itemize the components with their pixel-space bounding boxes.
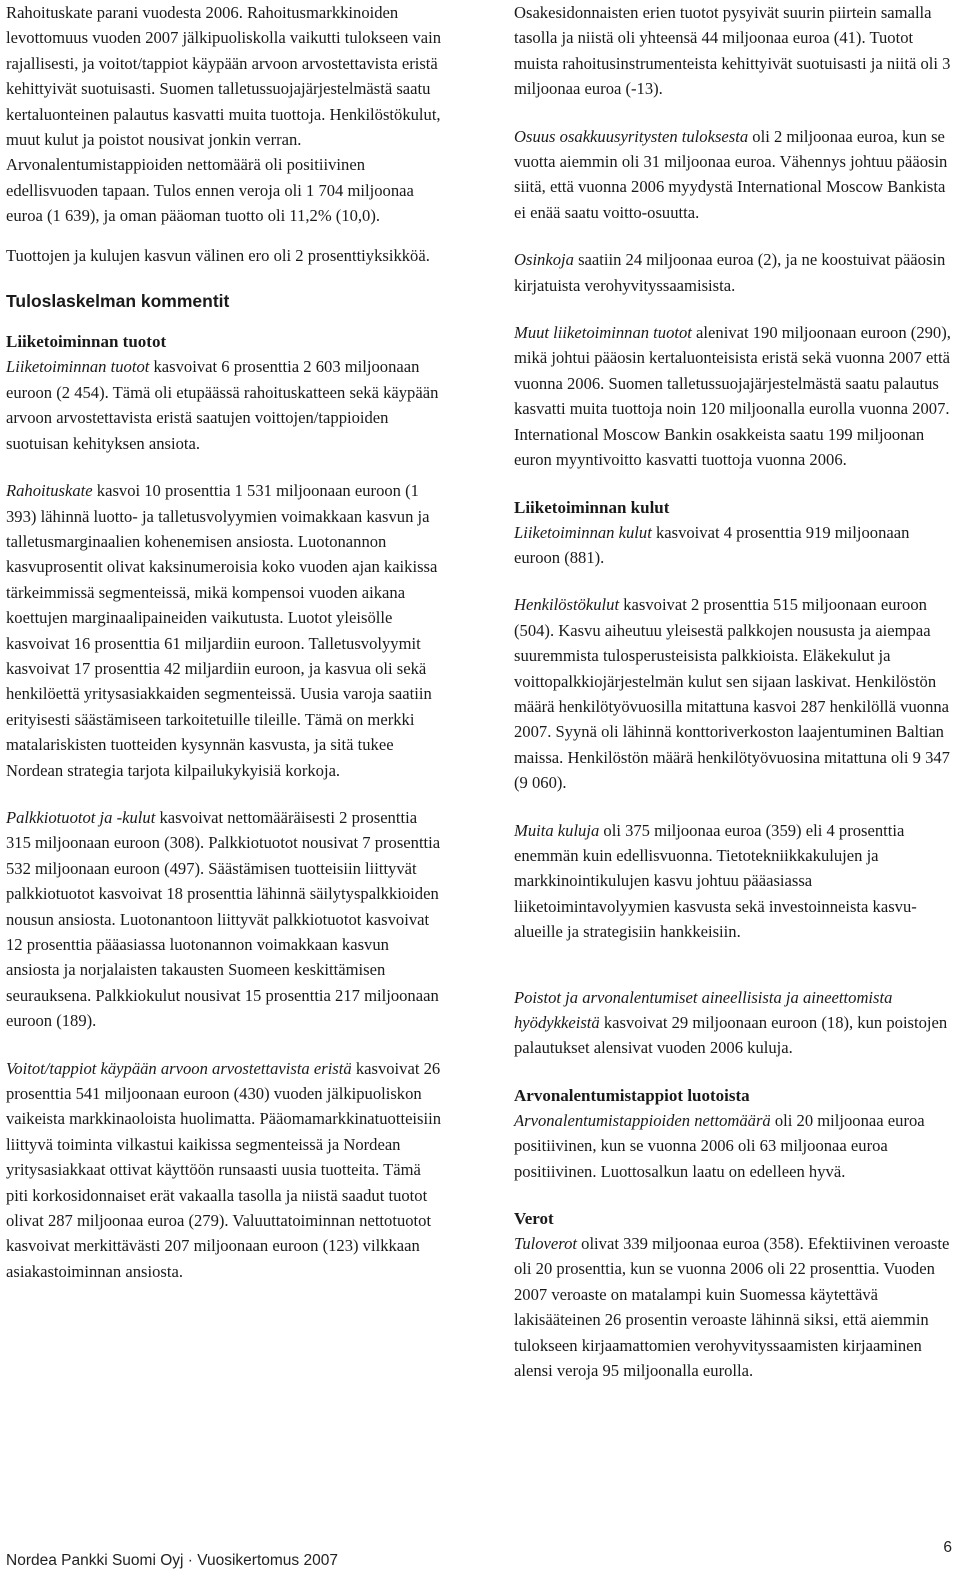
term-fair-value: Voitot/tappiot käypään arvoon arvostettavista eristä [6,1058,352,1078]
term-other-income: Muut liiketoiminnan tuotot [514,323,692,343]
commission-paragraph: Palkkiotuotot ja -kulut kasvoivat nettomääräisesti 2 prosenttia 315 miljoonaan euroon (308). Palkkiotuotot nousivat 7 prosenttia 532 miljoonaan euroon (497). Säästämisen tuotteisiin liittyvät palkkiotuotot kasvoivat 18 prosenttia lähinnä säilytyspalkkioiden nousun ansiosta. Luotonantoon liittyvät palkkiotuotot kasvoivat 12 prosenttia pääasiassa luotonannon voimakkaan kasvun ansiosta ja norjalaisten takausten Suomeen keskittämisen seurauksena. Palkkiokulut nousivat 15 prosenttia 217 miljoonaan euroon (189). [6,807,441,1031]
right-column [514,0,954,1383]
subheading-loan-losses: Arvonalentumistappiot luotoista [514,1085,750,1105]
subheading-operating-income: Liiketoiminnan tuotot [6,332,167,352]
section-title: Tuloslaskelman kommentit [6,291,230,312]
intro-paragraph: Rahoituskate parani vuodesta 2006. Rahoitusmarkkinoiden levottomuus vuoden 2007 jälkipuoliskolla vaikutti tulokseen vain rajallisesti, ja voitot/tappiot käypään arvoon arvostettavista eristä kehittyivät suotuisasti. Suomen talletussuojajärjestelmästä saatu kertaluonteinen palautus kasvatti muita tuottoja. Henkilöstökulut, muut kulut ja poistot nousivat jonkin verran. Arvonalentumistappioiden nettomäärä oli positiivinen edellisvuoden tapaan. Tulos ennen veroja oli 1 704 miljoonaa euroa (1 639), ja oman pääoman tuotto oli 11,2% (10,0). [6,3,442,226]
term-net-interest: Rahoituskate [6,481,93,501]
net-interest-paragraph: Rahoituskate kasvoi 10 prosenttia 1 531 miljoonaan euroon (1 393) lähinnä luotto- ja talletusvolyymien voimakkaan kasvun ja talletusmarginaalien kohenemisen ansiosta. Luotonannon kasvuprosentit olivat kaksinumeroisia koko vuoden ajan kaikissa tärkeimmissä segmenteissä, mikä kompensoi vuoden aikana koettujen marginaalipaineiden vaikutusta. Luotot yleisölle kasvoivat 16 prosenttia 61 miljardiin euroon. Talletusvolyymit kasvoivat 17 prosenttia 42 miljardiin euroon, ja kasvua oli sekä henkilöettä yritysasiakkaiden segmenteissä. Uusia varoja saatiin erityisesti säästämiseen tarkoitetuille tileille. Tämä on merkki matalariskisten tuotteiden kysynnän kasvusta, ja sitä tukee Nordean strategia tarjota kilpailukykyisiä korkoja. [6,481,438,780]
term-other-expenses: Muita kuluja [514,820,600,840]
page-number: 6 [943,1539,952,1556]
term-commission: Palkkiotuotot ja -kulut [6,807,156,827]
growth-gap-paragraph: Tuottojen ja kulujen kasvun välinen ero oli 2 prosenttiyksikköä. [6,245,430,265]
operating-expenses-paragraph: Liiketoiminnan kulut kasvoivat 4 prosenttia 919 miljoonaan euroon (881). [514,522,910,567]
term-associates: Osuus osakkuusyritysten tuloksesta [514,126,749,146]
term-depreciation: Poistot ja arvonalentumiset aineellisista ja aineettomista hyödykkeistä [514,987,893,1032]
other-expenses-paragraph: Muita kuluja oli 375 miljoonaa euroa (359) eli 4 prosenttia enemmän kuin edellisvuonna. Tietotekniikkakulujen ja markkinointikulujen kasvu johtuu pääasiassa liiketoimintavolyymien kasvusta sekä investoinneista kasvu-alueille ja strategisiin hankkeisiin. [514,820,917,942]
term-operating-expenses: Liiketoiminnan kulut [514,522,652,542]
fair-value-paragraph: Voitot/tappiot käypään arvoon arvostettavista eristä kasvoivat 26 prosenttia 541 miljoonaan euroon (430) vuoden jälkipuoliskon vaikeista markkinaoloista huolimatta. Pääomamarkkinatuotteisiin liittyvä toiminta vilkastui kaikissa segmenteissä ja Nordean yritysasiakkaat ottivat käyttöön runsaasti uusia tuotteita. Tämä piti korkosidonnaiset erät vakaalla tasolla ja niistä saadut tuotot olivat 287 miljoonaa euroa (279). Valuuttatoiminnan nettotuotot kasvoivat merkittävästi 207 miljoonaan euroon (123) vilkkaan asiakastoiminnan ansiosta. [6,1058,442,1281]
left-column [6,0,446,1284]
subheading-operating-expenses: Liiketoiminnan kulut [514,497,670,517]
subheading-taxes: Verot [514,1209,554,1229]
operating-income-paragraph: Liiketoiminnan tuotot kasvoivat 6 prosenttia 2 603 miljoonaan euroon (2 454). Tämä oli etupäässä rahoituskatteen sekä käypään arvoon arvostettavista eristä saatujen voittojen/tappioiden suotuisan kehityksen ansiota. [6,357,439,453]
term-dividends: Osinkoja [514,250,574,270]
other-income-paragraph: Muut liiketoiminnan tuotot alenivat 190 miljoonaan euroon (290), mikä johtui pääosin kertaluonteisista eristä sekä vuonna 2007 että vuonna 2006. Suomen talletussuojajärjestelmästä saatu palautus kasvatti muita tuottoja noin 120 miljoonalla eurolla vuonna 2007. International Moscow Bankin osakkeista saatu 199 miljoonan euron myyntivoitto kasvatti tuottoja vuonna 2006. [514,323,951,470]
term-income-tax: Tuloverot [514,1234,577,1254]
dividends-paragraph: Osinkoja saatiin 24 miljoonaa euroa (2), ja ne koostuivat pääosin kirjatuista verohyvityssaamisista. [514,250,946,295]
term-staff-costs: Henkilöstökulut [514,595,620,615]
loan-losses-paragraph: Arvonalentumistappioiden nettomäärä oli 20 miljoonaa euroa positiivinen, kun se vuonna 2006 oli 63 miljoonaa euroa positiivinen. Luottosalkun laatu on edelleen hyvä. [514,1110,925,1181]
footer-publication: Nordea Pankki Suomi Oyj · Vuosikertomus 2007 [6,1552,338,1569]
term-loan-losses: Arvonalentumistappioiden nettomäärä [514,1110,771,1130]
depreciation-paragraph: Poistot ja arvonalentumiset aineellisista ja aineettomista hyödykkeistä kasvoivat 29 miljoonaan euroon (18), kun poistojen palautukset alensivat vuoden 2006 kuluja. [514,987,948,1058]
associates-paragraph: Osuus osakkuusyritysten tuloksesta oli 2 miljoonaa euroa, kun se vuotta aiemmin oli 31 miljoonaa euroa. Vähennys johtuu pääosin siitä, että vuonna 2006 myydystä International Moscow Bankista ei enää saatu voitto-osuutta. [514,126,948,222]
taxes-paragraph: Tuloverot olivat 339 miljoonaa euroa (358). Efektiivinen veroaste oli 20 prosenttia, kun se vuonna 2006 oli 22 prosenttia. Vuoden 2007 veroaste on matalampi kuin Suomessa käytettävä lakisääteinen 26 prosentin veroaste lähinnä siksi, että aiemmin tulokseen kirjaamattomien verohyvityssaamisten kirjaaminen alensi veroja 95 miljoonalla eurolla. [514,1234,950,1381]
staff-costs-paragraph: Henkilöstökulut kasvoivat 2 prosenttia 515 miljoonaan euroon (504). Kasvu aiheutuu yleisestä palkkojen noususta ja aiempaa suuremmista tulosperusteisista palkkioista. Eläkekulut ja voittopalkkiojärjestelmän kulut sen sijaan laskivat. Henkilöstön määrä henkilötyövuosilla mitattuna kasvoi 287 henkilöllä vuonna 2007. Syynä oli lähinnä konttoriverkoston laajentuminen Baltian maissa. Henkilöstön määrä henkilötyövuosina mitattuna oli 9 347 (9 060). [514,595,950,793]
equity-items-paragraph: Osakesidonnaisten erien tuotot pysyivät suurin piirtein samalla tasolla ja niistä oli yhteensä 44 miljoonaa euroa (41). Tuotot muista rahoitusinstrumenteista kehittyivät suotuisasti ja niitä oli 3 miljoonaa euroa (-13). [514,3,951,99]
term-operating-income: Liiketoiminnan tuotot [6,357,150,377]
